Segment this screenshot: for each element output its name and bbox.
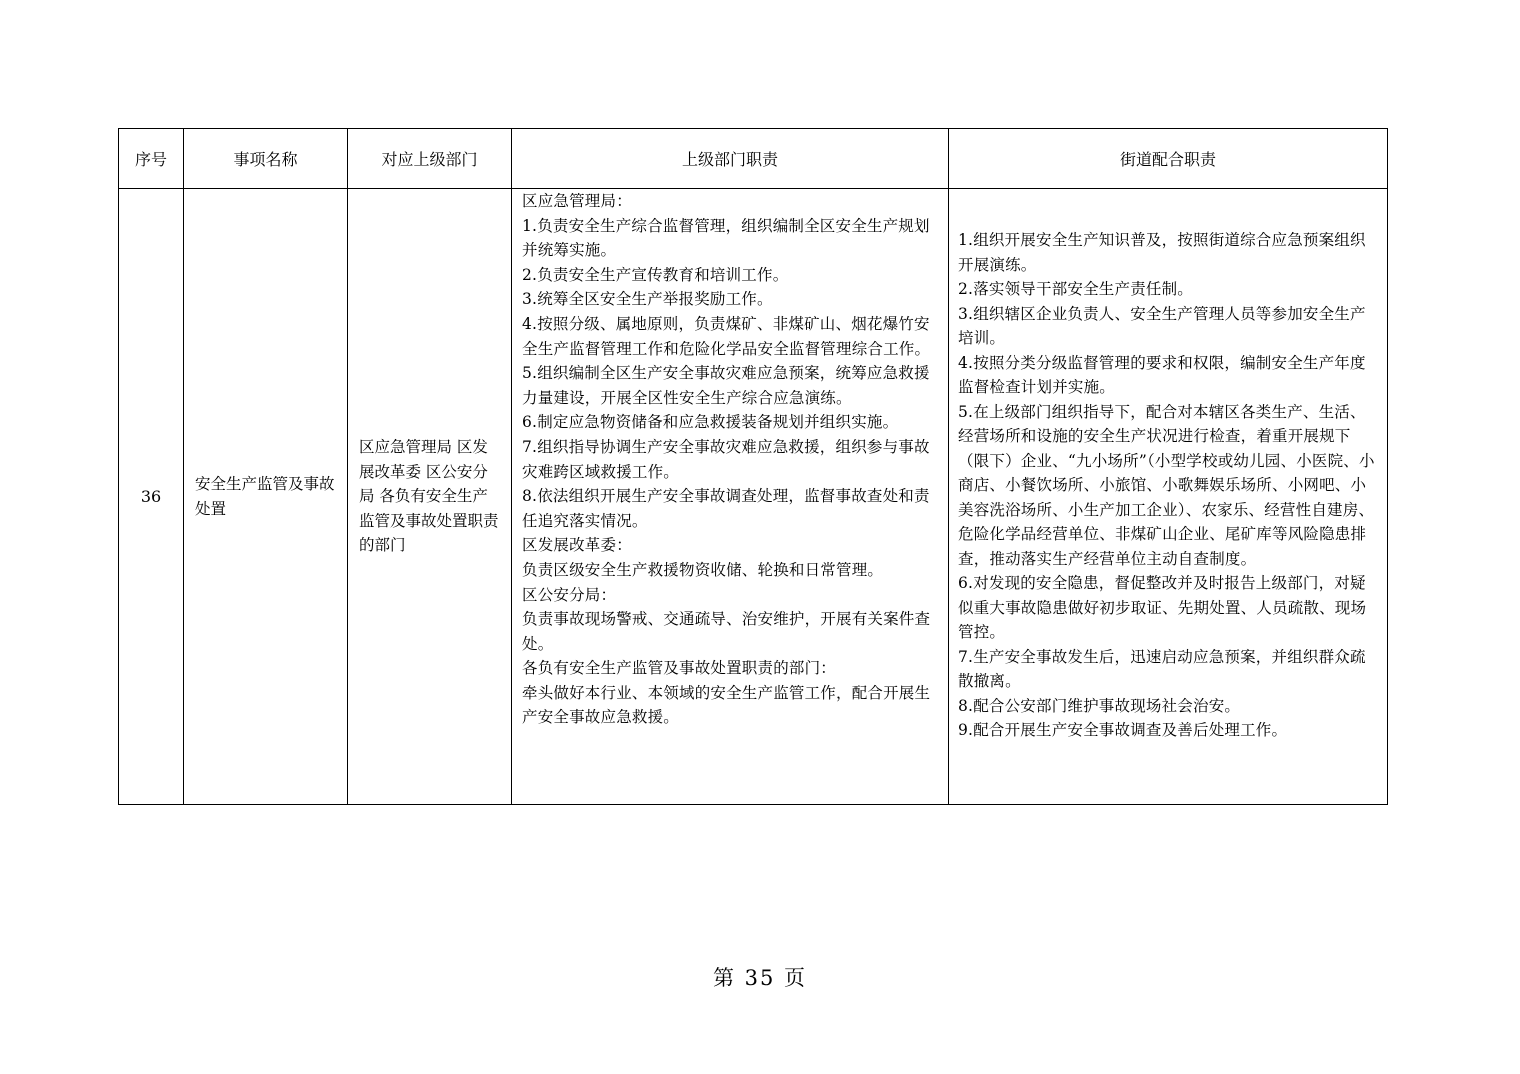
street-duties-list	[958, 189, 1377, 743]
header-departments: 对应上级部门	[348, 129, 512, 189]
upper-duty-line: 1.负责安全生产综合监督管理，组织编制全区安全生产规划并统筹实施。	[522, 216, 930, 260]
street-duty-line: 4.按照分类分级监督管理的要求和权限，编制安全生产年度监督检查计划并实施。	[958, 353, 1366, 396]
header-item-name: 事项名称	[184, 129, 348, 189]
upper-duty-line: 各负有安全生产监管及事故处置职责的部门：	[522, 659, 837, 678]
upper-duty-line: 负责区级安全生产救援物资收储、轮换和日常管理。	[522, 560, 884, 579]
header-index: 序号	[119, 129, 184, 189]
row-upper-duties	[512, 189, 949, 805]
street-duty-line: 8.配合公安部门维护事故现场社会治安。	[958, 696, 1241, 715]
upper-duty-line: 2.负责安全生产宣传教育和培训工作。	[522, 265, 789, 284]
upper-duties-list	[522, 189, 942, 730]
upper-duty-line: 8.依法组织开展生产安全事故调查处理，监督事故查处和责任追究落实情况。	[522, 487, 930, 530]
row-index: 36	[119, 189, 184, 805]
table-row	[119, 189, 1388, 805]
upper-duty-line: 5.组织编制全区生产安全事故灾难应急预案，统筹应急救援力量建设，开展全区性安全生产综合应急演练。	[522, 364, 930, 407]
street-duty-line: 5.在上级部门组织指导下，配合对本辖区各类生产、生活、经营场所和设施的安全生产状况进行检查，着重开展规下（限下）企业、“九小场所”（小型学校或幼儿园、小医院、小商店、小餐饮场所、小旅馆、小歌舞娱乐场所、小网吧、小美容洗浴场所、小生产加工企业）、农家乐、经营性自建房、危险化学品经营单位、非煤矿山企业、尾矿库等风险隐患排查，推动落实生产经营单位主动自查制度。	[958, 402, 1375, 568]
page-number: 第 35 页	[712, 966, 808, 990]
upper-duty-line: 负责事故现场警戒、交通疏导、治安维护，开展有关案件查处。	[522, 610, 931, 653]
street-duty-line: 3.组织辖区企业负责人、安全生产管理人员等参加安全生产培训。	[958, 304, 1366, 347]
upper-duty-line: 6.制定应急物资储备和应急救援装备规划并组织实施。	[522, 413, 899, 432]
upper-duty-line: 7.组织指导协调生产安全事故灾难应急救援，组织参与事故灾难跨区域救援工作。	[522, 437, 930, 481]
street-duty-line: 1.组织开展安全生产知识普及，按照街道综合应急预案组织开展演练。	[958, 231, 1366, 274]
street-duty-line: 7.生产安全事故发生后，迅速启动应急预案，并组织群众疏散撤离。	[958, 647, 1366, 690]
upper-duty-line: 区发展改革委：	[522, 536, 632, 555]
row-street-duties	[949, 189, 1388, 805]
street-duty-line: 6.对发现的安全隐患，督促整改并及时报告上级部门，对疑似重大事故隐患做好初步取证、先期处置、人员疏散、现场管控。	[958, 574, 1367, 641]
header-upper-duties: 上级部门职责	[512, 129, 949, 189]
upper-duty-line: 3.统筹全区安全生产举报奖励工作。	[522, 290, 773, 309]
responsibility-table	[118, 128, 1388, 805]
upper-duty-line: 牵头做好本行业、本领域的安全生产监管工作，配合开展生产安全事故应急救援。	[522, 683, 931, 727]
row-item-name: 安全生产监管及事故处置	[184, 189, 348, 805]
row-departments: 区应急管理局 区发展改革委 区公安分局 各负有安全生产监管及事故处置职责的部门	[348, 189, 512, 805]
upper-duty-line: 4.按照分级、属地原则，负责煤矿、非煤矿山、烟花爆竹安全生产监督管理工作和危险化学品安全监督管理综合工作。	[522, 314, 931, 358]
street-duty-line: 2.落实领导干部安全生产责任制。	[958, 280, 1193, 298]
upper-duty-line: 区应急管理局：	[522, 192, 632, 210]
header-street-duties: 街道配合职责	[949, 129, 1388, 189]
table-header-row	[119, 129, 1388, 189]
street-duty-line: 9.配合开展生产安全事故调查及善后处理工作。	[958, 721, 1288, 739]
upper-duty-line: 区公安分局：	[522, 585, 617, 604]
